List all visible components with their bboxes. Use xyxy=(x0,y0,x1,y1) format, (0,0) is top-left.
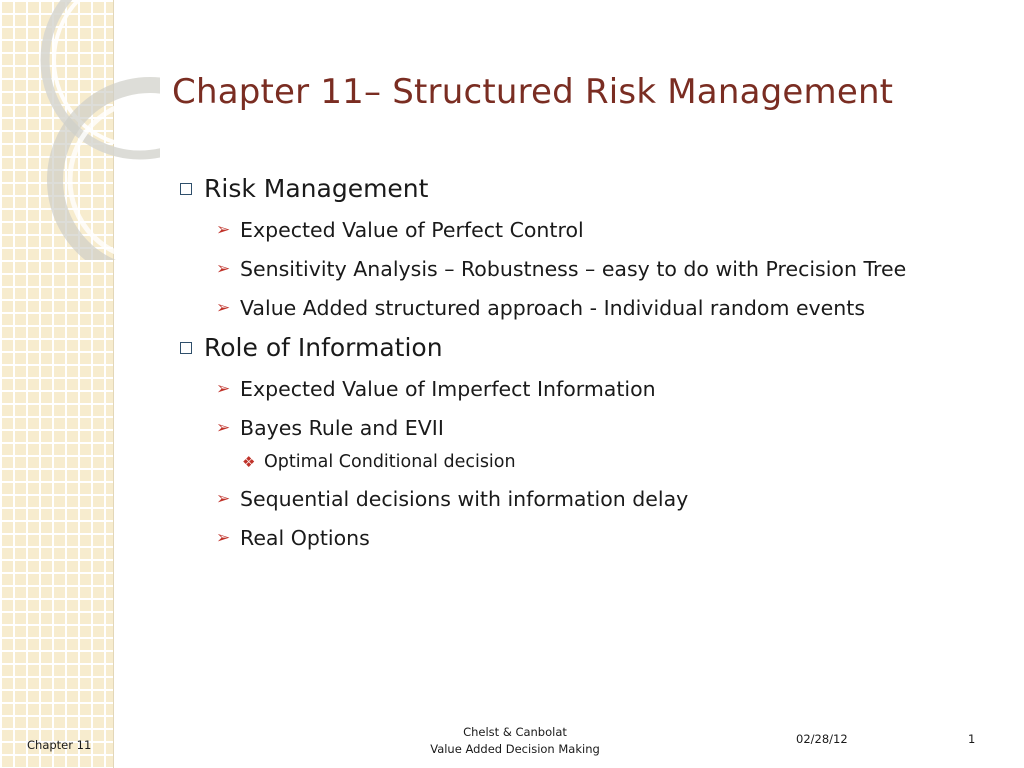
decorative-rings-graphic xyxy=(0,0,160,260)
slide-title: Chapter 11– Structured Risk Management xyxy=(172,72,894,112)
list-item-text: Bayes Rule and EVII xyxy=(240,416,444,440)
list-item xyxy=(216,523,970,553)
arrow-bullet-icon: ➢ xyxy=(216,259,231,279)
diamond-bullet-icon: ❖ xyxy=(242,453,256,471)
slide-number: 1 xyxy=(968,732,976,746)
arrow-bullet-icon: ➢ xyxy=(216,298,231,318)
list-item-text: Value Added structured approach - Individual random events xyxy=(240,296,866,320)
footer-date: 02/28/12 xyxy=(796,732,848,746)
bullet-label: Risk Management xyxy=(204,174,429,203)
sub-list-item xyxy=(242,449,970,475)
footer-book-title: Value Added Decision Making xyxy=(430,742,600,756)
list-item xyxy=(216,254,970,284)
list-item-text: Expected Value of Perfect Control xyxy=(240,218,584,242)
square-bullet-icon xyxy=(180,183,192,195)
square-bullet-icon xyxy=(180,342,192,354)
bullet-role-of-information xyxy=(180,331,970,365)
bullet-risk-management xyxy=(180,172,970,206)
list-item xyxy=(216,293,970,323)
arrow-bullet-icon: ➢ xyxy=(216,418,231,438)
arrow-bullet-icon: ➢ xyxy=(216,489,231,509)
sub-list-item-text: Optimal Conditional decision xyxy=(264,452,516,472)
list-item xyxy=(216,215,970,245)
list-item-text: Sensitivity Analysis – Robustness – easy to do with Precision Tree xyxy=(240,257,907,281)
list-item-text: Expected Value of Imperfect Information xyxy=(240,377,656,401)
footer-authors: Chelst & Canbolat xyxy=(463,725,567,739)
list-item xyxy=(216,413,970,443)
footer-book-info xyxy=(400,724,630,758)
bullet-label: Role of Information xyxy=(204,333,443,362)
arrow-bullet-icon: ➢ xyxy=(216,528,231,548)
list-item xyxy=(216,484,970,514)
slide-body xyxy=(180,168,970,553)
list-item-text: Real Options xyxy=(240,526,370,550)
arrow-bullet-icon: ➢ xyxy=(216,379,231,399)
arrow-bullet-icon: ➢ xyxy=(216,220,231,240)
list-item-text: Sequential decisions with information delay xyxy=(240,487,689,511)
footer-chapter: Chapter 11 xyxy=(27,738,92,752)
list-item xyxy=(216,374,970,404)
